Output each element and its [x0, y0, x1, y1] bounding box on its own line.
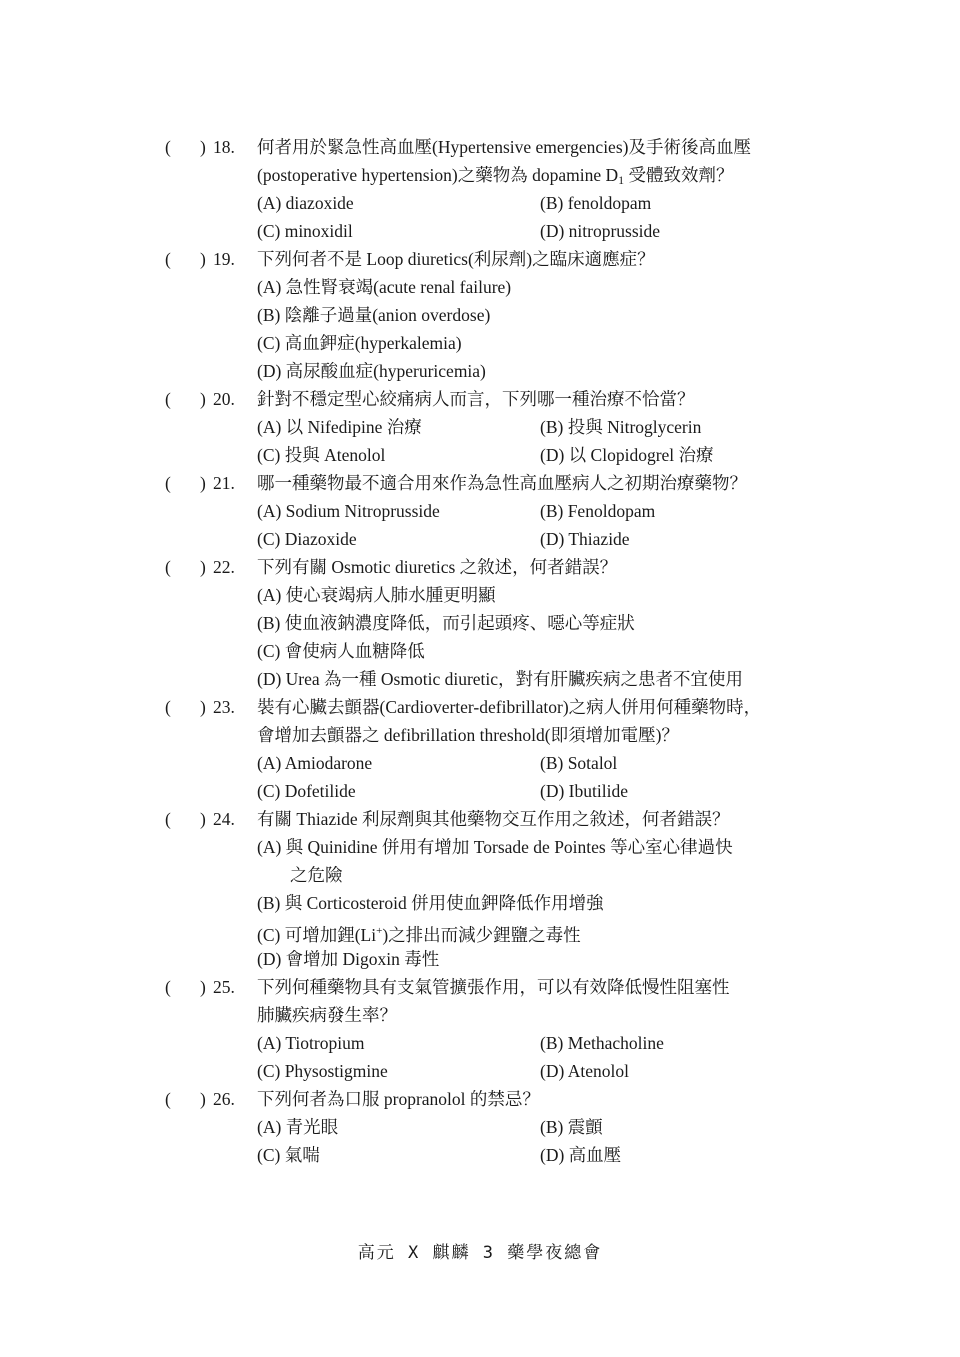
- answer-paren-close: ): [200, 557, 206, 577]
- answer-paren-open: (: [165, 557, 171, 577]
- question-stem: 下列何者為口服 propranolol 的禁忌？: [257, 1089, 540, 1109]
- option-d: (D) 高血壓: [540, 1145, 622, 1165]
- option-a-continued: 之危險: [290, 865, 343, 885]
- question-22: [0, 553, 960, 693]
- question-19: [0, 245, 960, 385]
- option-d: (D) 會增加 Digoxin 毒性: [257, 949, 440, 969]
- answer-paren-open: (: [165, 809, 171, 829]
- option-b: (B) fenoldopam: [540, 193, 652, 213]
- option-a: (A) Sodium Nitroprusside: [257, 501, 440, 521]
- question-20: [0, 385, 960, 469]
- question-23: [0, 693, 960, 805]
- option-d: (D) Ibutilide: [540, 781, 628, 801]
- option-d: (D) Thiazide: [540, 529, 630, 549]
- subscript: 1: [618, 173, 625, 187]
- option-c: (C) 高血鉀症(hyperkalemia): [257, 333, 462, 353]
- option-a: (A) diazoxide: [257, 193, 354, 213]
- option-a: (A) Tiotropium: [257, 1033, 365, 1053]
- question-24: [0, 805, 960, 973]
- option-a: (A) Amiodarone: [257, 753, 373, 773]
- question-stem: 哪一種藥物最不適合用來作為急性高血壓病人之初期治療藥物？: [257, 473, 747, 493]
- option-text: (C) 可增加鋰(Li: [257, 924, 377, 945]
- option-c: (C) 會使病人血糖降低: [257, 641, 425, 661]
- question-number: 18.: [213, 137, 235, 157]
- question-stem: 裝有心臟去顫器(Cardioverter-defibrillator)之病人併用何種藥物時，: [257, 697, 762, 717]
- question-stem: 下列何種藥物具有支氣管擴張作用，可以有效降低慢性阻塞性: [257, 977, 730, 997]
- option-b: (B) Sotalol: [540, 753, 618, 773]
- answer-paren-close: ): [200, 389, 206, 409]
- answer-paren-open: (: [165, 1089, 171, 1109]
- option-d: (D) nitroprusside: [540, 221, 661, 241]
- answer-paren-open: (: [165, 697, 171, 717]
- question-stem: 何者用於緊急性高血壓(Hypertensive emergencies)及手術後高血壓: [257, 137, 751, 157]
- option-a: (A) 使心衰竭病人肺水腫更明顯: [257, 585, 496, 605]
- answer-paren-close: ): [200, 137, 206, 157]
- answer-paren-open: (: [165, 473, 171, 493]
- question-25: [0, 973, 960, 1085]
- question-18: [0, 133, 960, 245]
- option-b: (B) 與 Corticosteroid 併用使血鉀降低作用增強: [257, 893, 604, 913]
- question-number: 21.: [213, 473, 235, 493]
- option-d: (D) 高尿酸血症(hyperuricemia): [257, 361, 486, 381]
- stem-text: (postoperative hypertension)之藥物為 dopamine D: [257, 165, 619, 185]
- answer-paren-open: (: [165, 389, 171, 409]
- question-number: 20.: [213, 389, 235, 409]
- question-stem: 針對不穩定型心絞痛病人而言，下列哪一種治療不恰當？: [257, 389, 695, 409]
- option-c: (C) 投與 Atenolol: [257, 445, 386, 465]
- option-b: (B) 陰離子過量(anion overdose): [257, 305, 491, 325]
- question-number: 19.: [213, 249, 235, 269]
- option-a: (A) 急性腎衰竭(acute renal failure): [257, 277, 512, 297]
- option-c: (C) minoxidil: [257, 221, 353, 241]
- option-a: (A) 以 Nifedipine 治療: [257, 417, 422, 437]
- option-c: (C) Physostigmine: [257, 1061, 388, 1081]
- option-d: (D) 以 Clopidogrel 治療: [540, 445, 714, 465]
- option-c: (C) Dofetilide: [257, 781, 356, 801]
- question-stem: 有關 Thiazide 利尿劑與其他藥物交互作用之敘述，何者錯誤？: [257, 809, 730, 829]
- question-stem-continued: 肺臟疾病發生率？: [257, 1005, 397, 1025]
- question-stem-continued: 會增加去顫器之 defibrillation threshold(即須增加電壓)？: [257, 725, 679, 745]
- option-d: (D) Urea 為一種 Osmotic diuretic，對有肝臟疾病之患者不宜使用: [257, 669, 744, 689]
- question-stem: 下列有關 Osmotic diuretics 之敘述，何者錯誤？: [257, 557, 618, 577]
- question-stem: 下列何者不是 Loop diuretics(利尿劑)之臨床適應症？: [257, 249, 655, 269]
- option-text: )之排出而減少鋰鹽之毒性: [382, 924, 581, 945]
- answer-paren-close: ): [200, 473, 206, 493]
- question-number: 23.: [213, 697, 235, 717]
- answer-paren-close: ): [200, 977, 206, 997]
- option-a: (A) 青光眼: [257, 1117, 339, 1137]
- question-number: 25.: [213, 977, 235, 997]
- answer-paren-close: ): [200, 249, 206, 269]
- option-b: (B) 震顫: [540, 1117, 603, 1137]
- question-number: 24.: [213, 809, 235, 829]
- option-b: (B) Methacholine: [540, 1033, 664, 1053]
- option-b: (B) 使血液鈉濃度降低，而引起頭疼、噁心等症狀: [257, 613, 635, 633]
- question-number: 26.: [213, 1089, 235, 1109]
- option-b: (B) Fenoldopam: [540, 501, 656, 521]
- answer-paren-close: ): [200, 1089, 206, 1109]
- option-c: (C) Diazoxide: [257, 529, 357, 549]
- question-number: 22.: [213, 557, 235, 577]
- option-a: (A) 與 Quinidine 併用有增加 Torsade de Pointes 等心室心律過快: [257, 837, 733, 857]
- question-21: [0, 469, 960, 553]
- stem-text: 受體致效劑？: [624, 165, 734, 185]
- option-d: (D) Atenolol: [540, 1061, 629, 1081]
- answer-paren-open: (: [165, 249, 171, 269]
- answer-paren-close: ): [200, 809, 206, 829]
- answer-paren-open: (: [165, 977, 171, 997]
- superscript: +: [376, 925, 383, 937]
- option-b: (B) 投與 Nitroglycerin: [540, 417, 702, 437]
- answer-paren-close: ): [200, 697, 206, 717]
- page-footer: 高元 X 麒麟 3 藥學夜總會: [357, 1243, 603, 1263]
- option-c: (C) 氣喘: [257, 1145, 320, 1165]
- answer-paren-open: (: [165, 137, 171, 157]
- question-26: [0, 1085, 960, 1169]
